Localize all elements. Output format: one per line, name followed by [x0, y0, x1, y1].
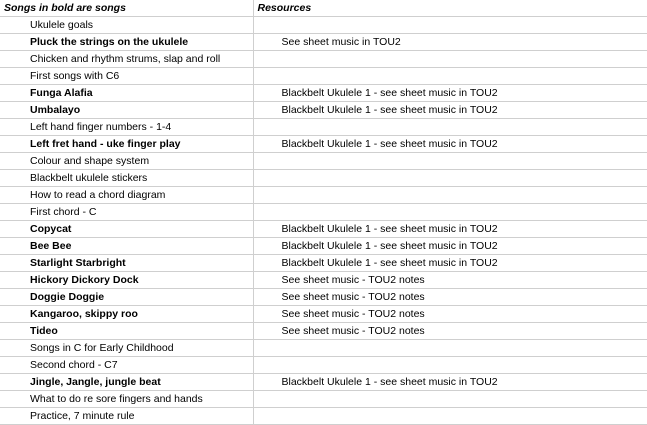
resource-cell[interactable]: Blackbelt Ukulele 1 - see sheet music in TOU2	[253, 238, 647, 255]
resource-cell[interactable]: Blackbelt Ukulele 1 - see sheet music in TOU2	[253, 136, 647, 153]
topic-cell[interactable]: First songs with C6	[0, 68, 253, 85]
resource-cell[interactable]	[253, 51, 647, 68]
topic-cell[interactable]: Chicken and rhythm strums, slap and roll	[0, 51, 253, 68]
table-row	[0, 272, 647, 289]
resource-cell[interactable]: See sheet music - TOU2 notes	[253, 289, 647, 306]
table-row	[0, 85, 647, 102]
song-cell[interactable]: Pluck the strings on the ukulele	[0, 34, 253, 51]
song-cell[interactable]: Left fret hand - uke finger play	[0, 136, 253, 153]
table-row	[0, 408, 647, 425]
resource-cell[interactable]	[253, 204, 647, 221]
table-row	[0, 204, 647, 221]
resource-cell[interactable]	[253, 119, 647, 136]
topic-cell[interactable]: Songs in C for Early Childhood	[0, 340, 253, 357]
song-cell[interactable]: Hickory Dickory Dock	[0, 272, 253, 289]
table-row	[0, 34, 647, 51]
topic-cell[interactable]: Second chord - C7	[0, 357, 253, 374]
header-songs[interactable]: Songs in bold are songs	[0, 0, 253, 17]
table-body	[0, 17, 647, 425]
resource-cell[interactable]: Blackbelt Ukulele 1 - see sheet music in TOU2	[253, 221, 647, 238]
resource-cell[interactable]: Blackbelt Ukulele 1 - see sheet music in TOU2	[253, 102, 647, 119]
table-row	[0, 170, 647, 187]
resource-cell[interactable]	[253, 170, 647, 187]
table-row	[0, 51, 647, 68]
resource-cell[interactable]	[253, 340, 647, 357]
resource-cell[interactable]	[253, 17, 647, 34]
table-row	[0, 102, 647, 119]
resource-cell[interactable]: Blackbelt Ukulele 1 - see sheet music in TOU2	[253, 85, 647, 102]
table-row	[0, 323, 647, 340]
resource-cell[interactable]: See sheet music in TOU2	[253, 34, 647, 51]
topic-cell[interactable]: Practice, 7 minute rule	[0, 408, 253, 425]
table-row	[0, 187, 647, 204]
topic-cell[interactable]: Colour and shape system	[0, 153, 253, 170]
topic-cell[interactable]: Left hand finger numbers - 1-4	[0, 119, 253, 136]
resource-cell[interactable]: See sheet music - TOU2 notes	[253, 272, 647, 289]
table-row	[0, 255, 647, 272]
resource-cell[interactable]	[253, 68, 647, 85]
resource-cell[interactable]: See sheet music - TOU2 notes	[253, 306, 647, 323]
topic-cell[interactable]: First chord - C	[0, 204, 253, 221]
topic-cell[interactable]: What to do re sore fingers and hands	[0, 391, 253, 408]
table-row	[0, 238, 647, 255]
resource-cell[interactable]	[253, 187, 647, 204]
song-cell[interactable]: Umbalayo	[0, 102, 253, 119]
table-row	[0, 289, 647, 306]
table-row	[0, 119, 647, 136]
song-cell[interactable]: Jingle, Jangle, jungle beat	[0, 374, 253, 391]
song-cell[interactable]: Starlight Starbright	[0, 255, 253, 272]
song-cell[interactable]: Copycat	[0, 221, 253, 238]
topic-cell[interactable]: How to read a chord diagram	[0, 187, 253, 204]
table-row	[0, 68, 647, 85]
table-row	[0, 153, 647, 170]
song-cell[interactable]: Funga Alafia	[0, 85, 253, 102]
topic-cell[interactable]: Ukulele goals	[0, 17, 253, 34]
song-cell[interactable]: Tideo	[0, 323, 253, 340]
table-row	[0, 340, 647, 357]
table-row	[0, 306, 647, 323]
table-row	[0, 391, 647, 408]
table-row	[0, 17, 647, 34]
resource-cell[interactable]: See sheet music - TOU2 notes	[253, 323, 647, 340]
resource-cell[interactable]: Blackbelt Ukulele 1 - see sheet music in TOU2	[253, 374, 647, 391]
table-row	[0, 221, 647, 238]
resource-cell[interactable]	[253, 357, 647, 374]
resource-cell[interactable]	[253, 153, 647, 170]
table-row	[0, 374, 647, 391]
resource-cell[interactable]: Blackbelt Ukulele 1 - see sheet music in TOU2	[253, 255, 647, 272]
header-row	[0, 0, 647, 17]
table-row	[0, 357, 647, 374]
topic-cell[interactable]: Blackbelt ukulele stickers	[0, 170, 253, 187]
song-cell[interactable]: Bee Bee	[0, 238, 253, 255]
header-resources[interactable]: Resources	[253, 0, 647, 17]
resource-cell[interactable]	[253, 391, 647, 408]
song-cell[interactable]: Doggie Doggie	[0, 289, 253, 306]
resource-cell[interactable]	[253, 408, 647, 425]
table-row	[0, 136, 647, 153]
song-cell[interactable]: Kangaroo, skippy roo	[0, 306, 253, 323]
